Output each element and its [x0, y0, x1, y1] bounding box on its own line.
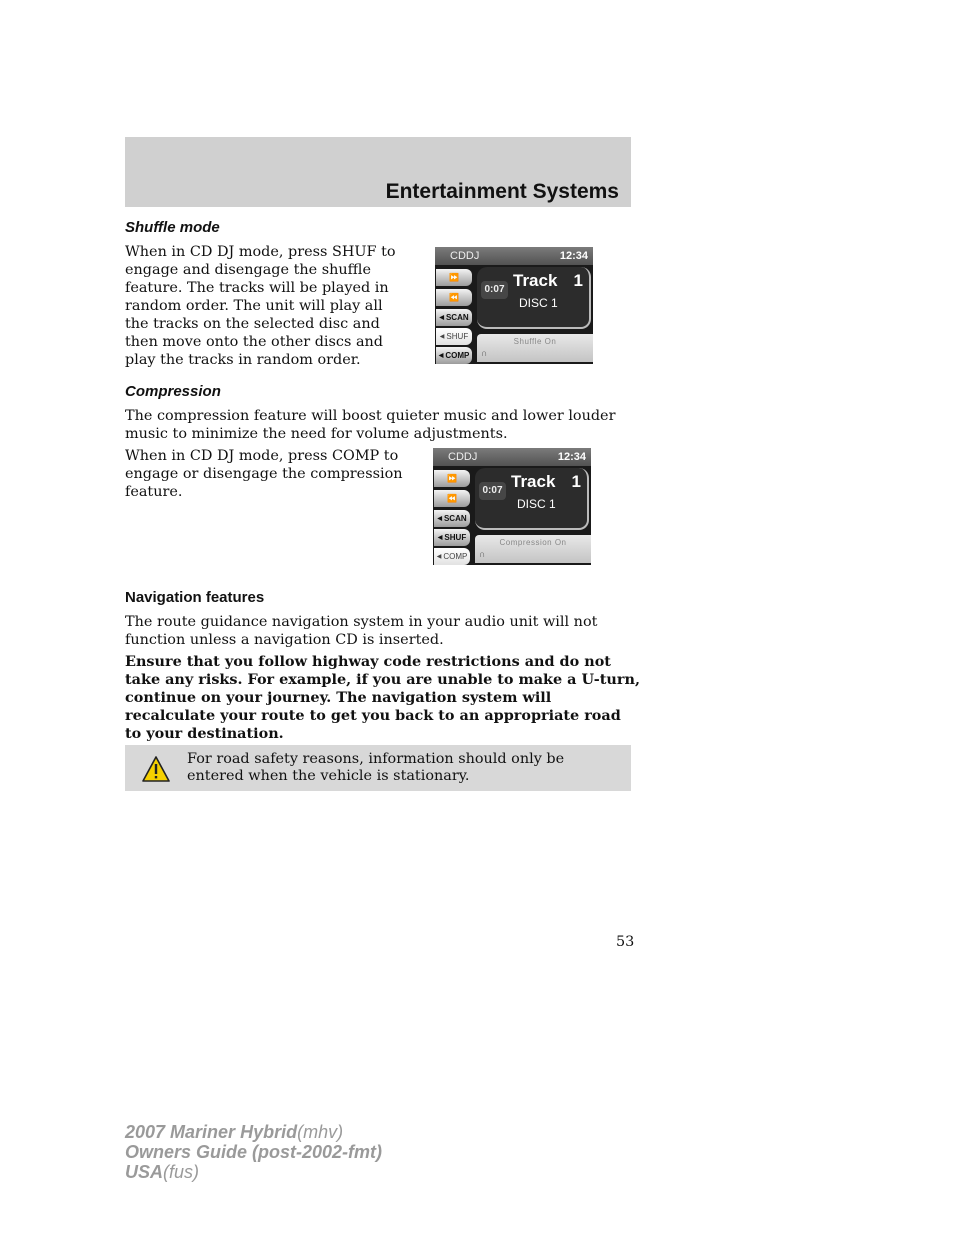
scan-label: SCAN	[443, 514, 467, 523]
compression-paragraph: When in CD DJ mode, press COMP to engage or disengage the compression feature.	[125, 448, 403, 500]
footer-market-code: (fus)	[163, 1162, 200, 1182]
clock-readout: 12:34	[557, 451, 586, 463]
safety-warning-text: For road safety reasons, information should only be entered when the vehicle is stationary.	[187, 751, 565, 784]
shuf-button[interactable]	[434, 529, 470, 546]
arrow-left-icon: ◀	[439, 334, 445, 340]
shuffle-paragraph: When in CD DJ mode, press SHUF to engage and disengage the shuffle feature. The tracks will be played in random order. The unit will play all the tracks on the selected disc and then move onto the other discs and play the tracks in random order.	[125, 244, 396, 368]
next-track-button[interactable]	[434, 470, 470, 487]
scan-button[interactable]	[434, 510, 470, 527]
comp-label: COMP	[443, 552, 468, 561]
elapsed-time: 0:07	[481, 281, 508, 299]
previous-track-button[interactable]	[436, 289, 472, 306]
now-playing-panel	[477, 267, 591, 329]
screen-topbar	[433, 448, 591, 466]
now-playing-panel	[475, 468, 589, 530]
warning-triangle-icon	[141, 755, 171, 783]
screen-topbar	[435, 247, 593, 265]
clock-readout: 12:34	[559, 250, 588, 262]
section-header-band	[125, 137, 631, 207]
comp-button[interactable]	[436, 347, 472, 364]
arrow-left-icon: ◀	[437, 516, 442, 522]
document-footer	[125, 1122, 382, 1182]
track-label: Track	[513, 271, 558, 290]
status-text: Shuffle On	[513, 337, 557, 346]
rewind-icon: ⏪	[447, 494, 457, 503]
track-label: Track	[511, 472, 556, 491]
headphones-icon: ∩	[481, 348, 488, 358]
cd-dj-screen-shuffle	[435, 247, 593, 364]
elapsed-time: 0:07	[479, 482, 506, 500]
safety-warning-box	[125, 745, 631, 791]
comp-label: COMP	[445, 351, 470, 360]
page-number: 53	[616, 934, 635, 950]
comp-button[interactable]	[434, 548, 470, 565]
shuf-button[interactable]	[436, 328, 472, 345]
compression-intro: The compression feature will boost quieter music and lower louder music to minimize the need for volume adjustments.	[125, 408, 616, 442]
footer-model: 2007 Mariner Hybrid	[125, 1122, 298, 1142]
previous-track-button[interactable]	[434, 490, 470, 507]
status-bar	[475, 535, 591, 563]
section-title: Entertainment Systems	[385, 180, 619, 203]
fast-forward-icon: ⏩	[447, 474, 457, 483]
disc-label: DISC 1	[519, 296, 558, 310]
arrow-left-icon: ◀	[439, 315, 444, 321]
status-bar	[477, 334, 593, 362]
arrow-left-icon: ◀	[438, 353, 444, 359]
arrow-left-icon: ◀	[436, 554, 442, 560]
mode-label: CDDJ	[448, 451, 478, 463]
navigation-warning-paragraph: Ensure that you follow highway code restrictions and do not take any risks. For example, if you are unable to make a U-turn, continue on your journey. The navigation system will recalculate your route to get you back to an appropriate road to your destination.	[125, 653, 640, 742]
navigation-heading: Navigation features	[125, 589, 265, 606]
track-number: 1	[571, 472, 581, 491]
headphones-icon: ∩	[479, 549, 486, 559]
mode-label: CDDJ	[450, 250, 480, 262]
shuf-label: SHUF	[444, 533, 467, 542]
track-number: 1	[573, 271, 583, 290]
next-track-button[interactable]	[436, 269, 472, 286]
scan-button[interactable]	[436, 309, 472, 326]
status-text: Compression On	[499, 538, 567, 547]
shuf-label: SHUF	[446, 332, 469, 341]
arrow-left-icon: ◀	[437, 535, 443, 541]
footer-guide: Owners Guide (post-2002-fmt)	[125, 1142, 383, 1162]
scan-label: SCAN	[445, 313, 469, 322]
shuffle-heading: Shuffle mode	[125, 219, 220, 236]
compression-heading: Compression	[125, 383, 221, 400]
fast-forward-icon: ⏩	[449, 273, 459, 282]
cd-dj-screen-compression	[433, 448, 591, 565]
navigation-intro: The route guidance navigation system in your audio unit will not function unless a navigation CD is inserted.	[125, 614, 598, 648]
footer-model-code: (mhv)	[297, 1122, 344, 1142]
rewind-icon: ⏪	[449, 293, 459, 302]
footer-market: USA	[125, 1162, 164, 1182]
disc-label: DISC 1	[517, 497, 556, 511]
